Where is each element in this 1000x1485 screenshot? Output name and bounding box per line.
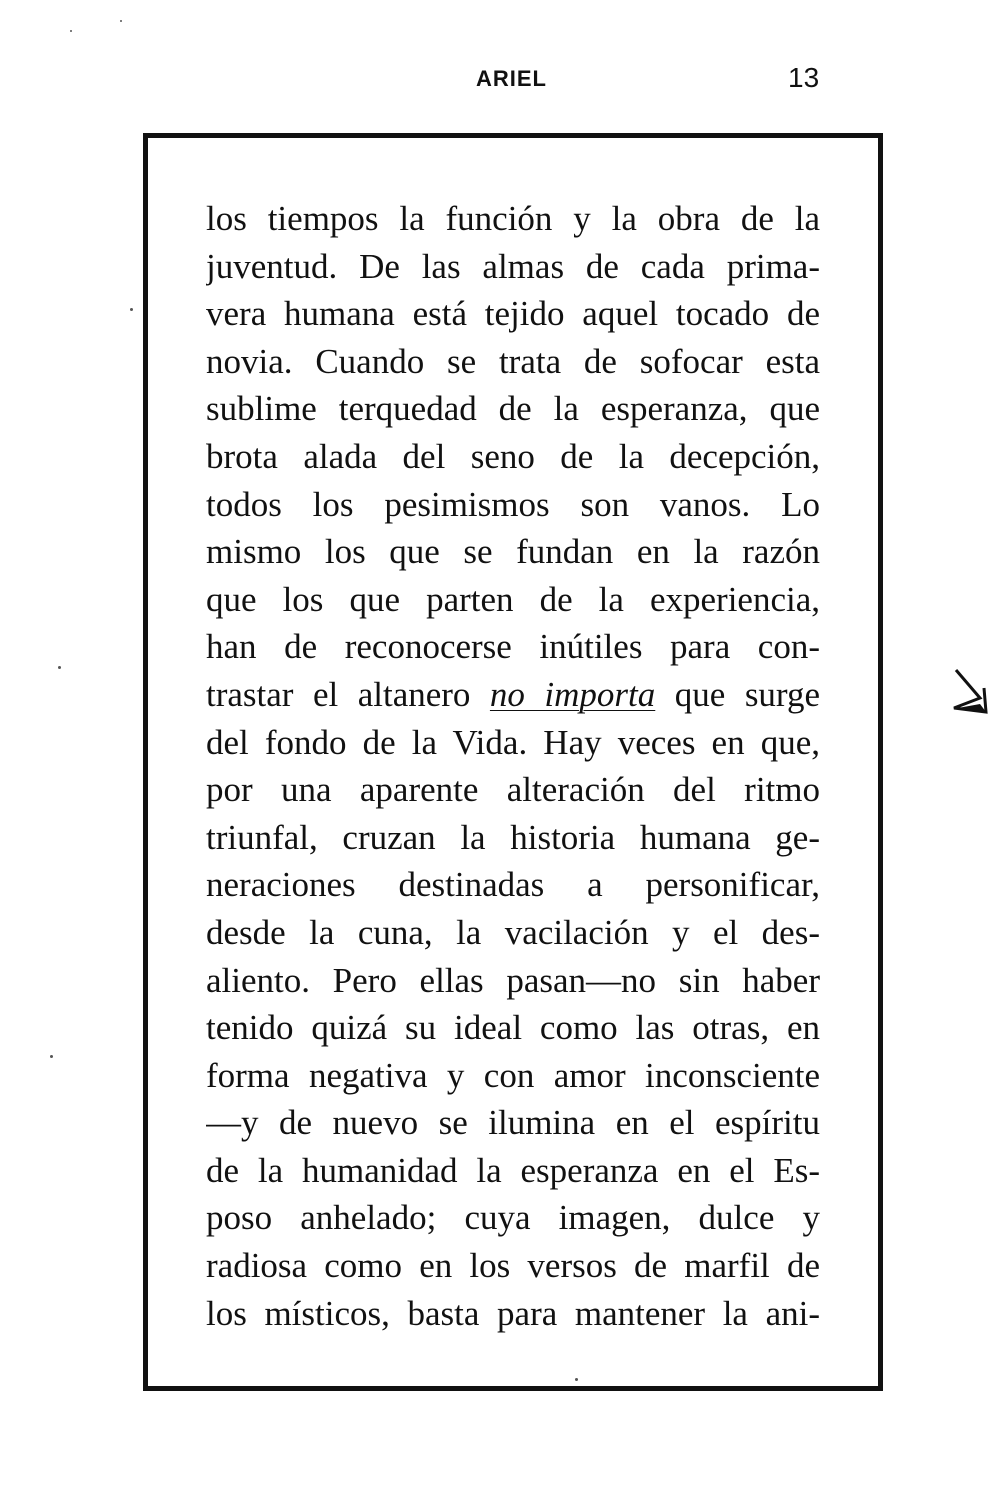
text-line: los místicos, basta para mantener la ani- [206, 1293, 820, 1333]
print-speck [130, 308, 133, 311]
print-speck [70, 30, 72, 32]
text-line: sublime terquedad de la esperanza, que [206, 389, 820, 429]
print-speck [58, 666, 61, 669]
italic-phrase: no importa [489, 674, 656, 714]
body-text [206, 195, 820, 1337]
text-line: los tiempos la función y la obra de la [206, 199, 820, 238]
print-speck [575, 1378, 578, 1381]
text-line: novia. Cuando se trata de sofocar esta [206, 341, 820, 381]
text-line: juventud. De las almas de cada prima- [206, 246, 820, 286]
text-line: poso anhelado; cuya imagen, dulce y [206, 1198, 820, 1238]
margin-arrow-mark [950, 668, 990, 716]
text-line: del fondo de la Vida. Hay veces en que, [206, 722, 820, 762]
text-line: triunfal, cruzan la historia humana ge- [206, 817, 820, 857]
text-segment: que surge [655, 674, 820, 714]
text-line: radiosa como en los versos de marfil de [206, 1246, 820, 1286]
print-speck [50, 1055, 53, 1058]
text-line: han de reconocerse inútiles para con- [206, 627, 820, 667]
running-head: ARIEL [476, 66, 547, 91]
text-line: desde la cuna, la vacilación y el des- [206, 912, 820, 952]
text-line: mismo los que se fundan en la razón [206, 532, 820, 572]
text-line: que los que parten de la experiencia, [206, 579, 820, 619]
print-speck [120, 20, 122, 22]
text-line: vera humana está tejido aquel tocado de [206, 294, 820, 334]
text-line: de la humanidad la esperanza en el Es- [206, 1150, 820, 1190]
text-line: tenido quizá su ideal como las otras, en [206, 1008, 820, 1048]
text-line: —y de nuevo se ilumina en el espíritu [206, 1103, 820, 1143]
text-line: brota alada del seno de la decepción, [206, 436, 820, 476]
text-line: forma negativa y con amor inconsciente [206, 1055, 820, 1095]
page-number: 13 [788, 62, 820, 93]
text-line: neraciones destinadas a personificar, [206, 865, 820, 905]
text-line-with-italic [206, 671, 820, 719]
text-line: por una aparente alteración del ritmo [206, 770, 820, 810]
text-segment: trastar el altanero [206, 674, 490, 714]
text-line: aliento. Pero ellas pasan—no sin haber [206, 960, 820, 1000]
text-line: todos los pesimismos son vanos. Lo [206, 484, 820, 524]
